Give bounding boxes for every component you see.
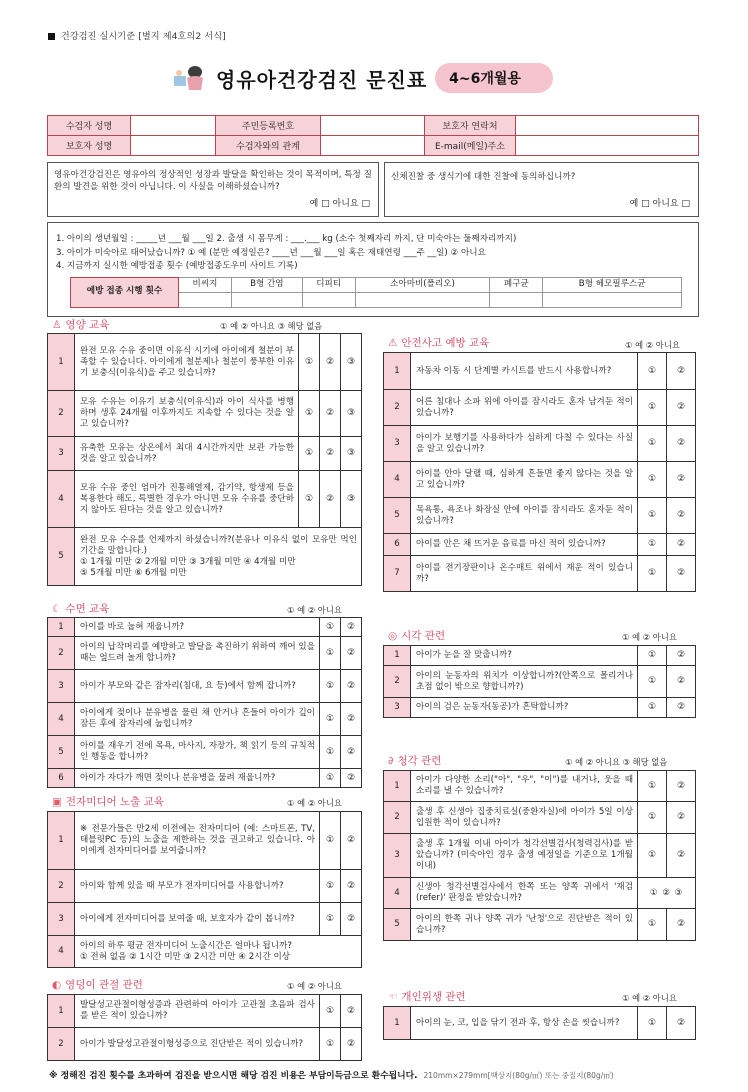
- vaccine-count[interactable]: [232, 292, 303, 307]
- question-number: 6: [384, 534, 411, 556]
- vaccine-dpt: 디피티: [302, 277, 355, 292]
- question-number: 3: [48, 437, 75, 471]
- vaccine-count[interactable]: [302, 292, 355, 307]
- table-row: [384, 1007, 696, 1040]
- choice[interactable]: ②: [341, 870, 362, 903]
- choice[interactable]: ②: [667, 771, 696, 802]
- relation-label: 수검자와의 관계: [216, 136, 321, 156]
- choice[interactable]: ①: [638, 353, 667, 390]
- question-text: 완전 모유 수유 중이면 이유식 시기에 아이에게 철분이 부족할 수 있습니다. 아이에게 철분제나 철분이 풍부한 이유기 보충식(이유식)을 주고 있습니까?: [75, 334, 299, 391]
- choice[interactable]: ③: [341, 471, 362, 528]
- vision-header: ◎ 시각 관련: [388, 630, 446, 642]
- question-text: 아이가 다양한 소리("아", "우", "이")를 내거나, 웃을 때 소리를 낼 수 있습니까?: [411, 771, 638, 802]
- option-line[interactable]: ⑤ 5개월 미만 ⑥ 6개월 미만: [80, 567, 187, 578]
- choice[interactable]: ①: [638, 834, 667, 878]
- choice[interactable]: ①: [638, 666, 667, 698]
- table-row: [384, 771, 696, 802]
- eye-icon: ◎: [388, 630, 398, 642]
- choice[interactable]: ②: [667, 498, 696, 534]
- choice[interactable]: ②: [667, 1007, 696, 1040]
- media-header: ▣ 전자미디어 노출 교육: [52, 796, 164, 808]
- question-text: 아이가 발달성고관절이형성증으로 진단받은 적이 있습니까?: [75, 1028, 320, 1061]
- table-row: [48, 736, 362, 769]
- moon-icon: ☾: [52, 603, 62, 615]
- vaccine-pneumococcal: 폐구균: [490, 277, 543, 292]
- choice[interactable]: ①: [320, 736, 341, 769]
- choice[interactable]: ①: [299, 391, 320, 437]
- question-text: 아이가 자다가 깨면 젖이나 분유병을 물려 재웁니까?: [75, 769, 320, 788]
- question-number: 5: [48, 528, 75, 586]
- question-text: 아이를 바로 눕혀 재웁니까?: [75, 618, 320, 637]
- choice[interactable]: ①: [649, 887, 659, 898]
- question-text: 모유 수유는 이유기 보충식(이유식)과 아이 식사를 병행하며 생후 24개월 이후까지도 지속할 수 있다는 것을 알고 있습니까?: [75, 391, 299, 437]
- question-text: 아이와 함께 있을 때 부모가 전자미디어를 사용합니까?: [75, 870, 320, 903]
- question-number: 1: [48, 618, 75, 637]
- table-row: [384, 426, 696, 462]
- question-number: 2: [48, 1028, 75, 1061]
- question-number: 2: [48, 870, 75, 903]
- vaccination-table: [70, 277, 682, 308]
- drop-icon: ◐: [52, 979, 62, 991]
- guardian-contact-label: 보호자 연락처: [425, 116, 516, 136]
- table-row: [384, 353, 696, 390]
- question-number: 1: [384, 771, 411, 802]
- choice[interactable]: ②: [341, 903, 362, 936]
- choice[interactable]: ②: [320, 437, 341, 471]
- birth-weight-line: 1. 아이의 생년월일 : _____년 ___월 ___일 2. 출생 시 몸무게 : ___.___ kg (소수 첫째자리 까지, 단 미숙아는 둘째자리까지): [56, 234, 517, 244]
- email-label: E-mail(메일)주소: [425, 136, 516, 156]
- question-text: 아이가 보행기를 사용하다가 심하게 다칠 수 있다는 사실을 알고 있습니까?: [411, 426, 638, 462]
- choice[interactable]: ③: [341, 437, 362, 471]
- question-text: 아이의 한쪽 귀나 양쪽 귀가 '난청'으로 진단받은 적이 있습니까?: [411, 909, 638, 941]
- question-number: 7: [384, 556, 411, 592]
- question-number: 5: [384, 498, 411, 534]
- vaccine-count[interactable]: [490, 292, 543, 307]
- premature-line: 3. 아이가 미숙아로 태어났습니까? ① 예 (분만 예정일은? ____년 ___월 ___일 혹은 재태연령 ___주 __일) ② 아니요: [56, 247, 486, 258]
- consent-right-checkbox[interactable]: 예 □ 아니요 □: [629, 199, 690, 209]
- question-number: 1: [48, 812, 75, 870]
- question-text: 아이가 부모와 같은 잠자리(침대, 요 등)에서 함께 잡니까?: [75, 670, 320, 703]
- question-number: 3: [48, 903, 75, 936]
- media-table: [47, 811, 362, 968]
- question-text: 유축한 모유는 상온에서 최대 4시간까지만 보관 가능한 것을 알고 있습니까?: [75, 437, 299, 471]
- question-number: 3: [384, 834, 411, 878]
- question-text: 아이의 눈, 코, 입을 닦기 전과 후, 항상 손을 씻습니까?: [411, 1007, 638, 1040]
- question-number: 4: [48, 471, 75, 528]
- media-legend: ① 예 ② 아니요: [287, 798, 342, 808]
- question-text: 모유 수유 중인 엄마가 진통해열제, 감기약, 항생제 등을 복용한다 해도, 특별한 경우가 아니면 모유 수유를 중단하지 않아도 된다는 것을 알고 있습니까?: [75, 471, 299, 528]
- title-bar: [170, 62, 553, 94]
- name-field[interactable]: [131, 116, 216, 136]
- choice[interactable]: ③: [341, 391, 362, 437]
- question-text: 자동차 이동 시 단계별 카시트를 반드시 사용합니까?: [411, 353, 638, 390]
- choice[interactable]: ②: [320, 334, 341, 391]
- question-text: 신생아 청각선별검사에서 한쪽 또는 양쪽 귀에서 '재검(refer)' 판정을 받았습니까?: [411, 878, 638, 909]
- question-text: 아이를 안아 달랠 때, 심하게 흔들면 좋지 않다는 것을 알고 있습니까?: [411, 462, 638, 498]
- choice[interactable]: ①: [320, 670, 341, 703]
- consent-left-checkbox[interactable]: 예 □ 아니요 □: [309, 199, 370, 209]
- table-row: [384, 498, 696, 534]
- age-badge: 4~6개월용: [435, 63, 553, 93]
- table-row: [384, 556, 696, 592]
- table-row: [48, 471, 362, 528]
- choice[interactable]: ②: [662, 887, 671, 898]
- table-row: [48, 528, 362, 586]
- question-number: 1: [48, 334, 75, 391]
- choice[interactable]: ③: [674, 887, 684, 898]
- choice[interactable]: ②: [667, 666, 696, 698]
- choice[interactable]: ②: [667, 534, 696, 556]
- table-row: [48, 870, 362, 903]
- table-row: [384, 698, 696, 718]
- footer-note: ※ 정해진 검진 횟수를 초과하여 검진을 받으시면 해당 검진 비용은 부담이득금으로 환수됩니다. 210mm×279mm[백상지(80g/㎡) 또는 중질지(80g/㎡): [49, 1071, 614, 1081]
- question-number: 3: [48, 670, 75, 703]
- sleep-table: [47, 617, 362, 788]
- choice[interactable]: ①: [320, 637, 341, 670]
- hygiene-table: [383, 1006, 696, 1040]
- choice[interactable]: ②: [667, 646, 696, 666]
- question-number: 3: [384, 698, 411, 718]
- choice[interactable]: ②: [667, 390, 696, 426]
- table-row: [48, 437, 362, 471]
- table-row: [48, 618, 362, 637]
- table-row: [48, 936, 362, 968]
- family-logo-icon: [170, 64, 210, 92]
- table-row: [48, 903, 362, 936]
- choice[interactable]: ①: [638, 462, 667, 498]
- question-number: 4: [384, 462, 411, 498]
- table-row: [48, 391, 362, 437]
- choice[interactable]: ②: [341, 637, 362, 670]
- choice[interactable]: ①: [320, 812, 341, 870]
- choice[interactable]: ①: [638, 1007, 667, 1040]
- nutrition-legend: ① 예 ② 아니요 ③ 해당 없음: [220, 321, 323, 331]
- hearing-legend: ① 예 ② 아니요 ③ 해당 없음: [565, 757, 668, 767]
- table-row: [384, 878, 696, 909]
- question-text: 아이의 눈동자의 위치가 이상합니까?(안쪽으로 몰리거나 초점 없이 밖으로 향합니까?): [411, 666, 638, 698]
- consent-right: [384, 162, 699, 217]
- choice[interactable]: ①: [638, 426, 667, 462]
- hip-table: [47, 994, 362, 1061]
- name-label: 수검자 성명: [48, 116, 131, 136]
- sleep-legend: ① 예 ② 아니요: [287, 605, 342, 615]
- table-row: [384, 462, 696, 498]
- option-line[interactable]: ① 전혀 없음 ② 1시간 미만 ③ 2시간 미만 ④ 2시간 이상: [80, 951, 291, 962]
- choice[interactable]: ①: [320, 903, 341, 936]
- vaccine-polio: 소아마비(폴리오): [355, 277, 490, 292]
- choice[interactable]: ②: [341, 703, 362, 736]
- choice[interactable]: ①: [299, 334, 320, 391]
- choice[interactable]: ②: [667, 353, 696, 390]
- question-number: 5: [48, 736, 75, 769]
- question-text: 완전 모유 수유를 언제까지 하셨습니까?(분유나 이유식 없이 모유만 먹인 기간을 말합니다.) ① 1개월 미만 ② 2개월 미만 ③ 3개월 미만 ④ 4개월 미만 ⑤ 5개월 미만 ⑥ 6개월 미만: [75, 528, 362, 586]
- consent-left: [47, 162, 379, 217]
- question-number: 1: [384, 646, 411, 666]
- question-number: 2: [384, 666, 411, 698]
- choice[interactable]: ②: [341, 1028, 362, 1061]
- choice[interactable]: ②: [667, 909, 696, 941]
- vision-table: [383, 645, 696, 718]
- choice[interactable]: ②: [667, 698, 696, 718]
- choice[interactable]: ②: [341, 769, 362, 788]
- relation-field[interactable]: [321, 136, 425, 156]
- consent-right-text: 신체진찰 중 생식기에 대한 진찰에 동의하십니까?: [391, 172, 576, 182]
- choice[interactable]: ②: [667, 556, 696, 592]
- question-number: 2: [384, 390, 411, 426]
- table-row: [384, 646, 696, 666]
- choice[interactable]: ②: [667, 834, 696, 878]
- hygiene-header: ☜ 개인위생 관련: [388, 991, 466, 1003]
- choice[interactable]: ①: [320, 995, 341, 1028]
- vaccination-line: 4. 지금까지 실시한 예방접종 횟수 (예방접종도우미 사이트 기록): [56, 261, 298, 271]
- choice[interactable]: ①: [320, 769, 341, 788]
- choice[interactable]: ②: [320, 391, 341, 437]
- guardian-contact-field[interactable]: [516, 116, 699, 136]
- question-text: ※ 전문가들은 만2세 이전에는 전자미디어 (예: 스마트폰, TV, 태블릿PC 등)의 노출을 제한하는 것을 권고하고 있습니다. 아이에게 전자미디어를 보여줍니까?: [75, 812, 320, 870]
- choice[interactable]: ①: [638, 534, 667, 556]
- question-text: 아이가 눈을 잘 맞춥니까?: [411, 646, 638, 666]
- choice[interactable]: ①: [320, 618, 341, 637]
- choice[interactable]: ②: [341, 736, 362, 769]
- person-icon: ♙: [52, 319, 62, 331]
- guardian-name-field[interactable]: [131, 136, 216, 156]
- table-row: [48, 703, 362, 736]
- question-number: 4: [48, 703, 75, 736]
- media-icon: ▣: [52, 796, 62, 808]
- question-text: 아이의 하루 평균 전자미디어 노출시간은 얼마나 됩니까? ① 전혀 없음 ② 1시간 미만 ③ 2시간 미만 ④ 2시간 이상: [75, 936, 362, 968]
- choice[interactable]: ②: [341, 618, 362, 637]
- choice[interactable]: ①: [320, 870, 341, 903]
- choice[interactable]: ①: [320, 703, 341, 736]
- choice[interactable]: ②: [320, 471, 341, 528]
- rrn-field[interactable]: [321, 116, 425, 136]
- option-line[interactable]: ① 1개월 미만 ② 2개월 미만 ③ 3개월 미만 ④ 4개월 미만: [80, 556, 296, 567]
- safety-legend: ① 예 ② 아니요: [625, 340, 680, 350]
- choice[interactable]: ①: [638, 909, 667, 941]
- choice[interactable]: ①: [638, 802, 667, 834]
- basic-info-box: [47, 222, 699, 317]
- table-row: [48, 995, 362, 1028]
- table-row: [384, 534, 696, 556]
- hip-legend: ① 예 ② 아니요: [287, 981, 342, 991]
- choice[interactable]: ①: [638, 498, 667, 534]
- question-number: 1: [384, 353, 411, 390]
- choice[interactable]: ①: [320, 1028, 341, 1061]
- question-number: 2: [384, 802, 411, 834]
- consent-left-text: 영유아건강검진은 영유아의 정상적인 성장과 발달을 확인하는 것이 목적이며, 특정 질환의 발견을 위한 것이 아닙니다. 이 사실을 이해하셨습니까?: [54, 170, 372, 192]
- question-number: 1: [48, 995, 75, 1028]
- vaccine-count[interactable]: [355, 292, 490, 307]
- safety-header: ⚠ 안전사고 예방 교육: [388, 337, 490, 349]
- question-number: 4: [384, 878, 411, 909]
- table-row: [384, 666, 696, 698]
- question-text: 출생 후 신생아 집중치료실(중환자실)에 아이가 5일 이상 입원한 적이 있습니까?: [411, 802, 638, 834]
- email-field[interactable]: [516, 136, 699, 156]
- question-number: 6: [48, 769, 75, 788]
- choice[interactable]: ①: [299, 471, 320, 528]
- question-text: 아이의 납작머리를 예방하고 발달을 촉진하기 위하여 깨어 있을 때는 엎드려 놀게 합니까?: [75, 637, 320, 670]
- question-text: 아이에게 전자미디어를 보여줄 때, 보호자가 같이 봅니까?: [75, 903, 320, 936]
- table-row: [384, 802, 696, 834]
- question-number: 5: [384, 909, 411, 941]
- question-text: 출생 후 1개월 이내 아이가 청각선별검사(청력검사)를 받았습니까? (미숙아인 경우 출생 예정일을 기준으로 1개월 이내): [411, 834, 638, 878]
- question-text: 아이를 안은 채 뜨거운 음료를 마신 적이 있습니까?: [411, 534, 638, 556]
- page-title: 영유아건강검진 문진표: [216, 67, 428, 92]
- choice[interactable]: ③: [341, 334, 362, 391]
- question-text: 아이의 검은 눈동자(동공)가 흔탁합니까?: [411, 698, 638, 718]
- choice[interactable]: ②: [341, 995, 362, 1028]
- safety-table: [383, 352, 696, 592]
- choice[interactable]: ②: [341, 670, 362, 703]
- safety-icon: ⚠: [388, 337, 398, 349]
- question-number: 2: [48, 391, 75, 437]
- choice[interactable]: ①: [638, 390, 667, 426]
- choice[interactable]: ①: [299, 437, 320, 471]
- choice[interactable]: ①: [638, 646, 667, 666]
- table-row: [384, 909, 696, 941]
- hand-icon: ☜: [388, 991, 398, 1003]
- vaccine-bcg: 비씨지: [179, 277, 232, 292]
- vaccination-label: 예방 접종 시행 횟수: [71, 277, 179, 307]
- question-text: 아이에게 젖이나 분유병을 물린 채 안거나 흔들어 아이가 깊이 잠든 후에 잠자리에 눕힙니까?: [75, 703, 320, 736]
- table-row: [48, 637, 362, 670]
- vaccine-hib: B형 헤모필루스균: [543, 277, 682, 292]
- question-text: 아이를 재우기 전에 목욕, 마사지, 자장가, 책 읽기 등의 규칙적인 행동을 합니까?: [75, 736, 320, 769]
- choice[interactable]: ①: [638, 771, 667, 802]
- form-reference: 건강검진 실시기준 [별지 제4호의2 서식]: [48, 29, 226, 42]
- hearing-table: [383, 770, 696, 941]
- question-text: 발달성고관절이형성증과 관련하여 아이가 고관절 초음파 검사를 받은 적이 있습니까?: [75, 995, 320, 1028]
- table-row: [48, 812, 362, 870]
- question-text: 목욕통, 욕조나 화장실 안에 아이를 잠시라도 혼자둔 적이 있습니까?: [411, 498, 638, 534]
- choice[interactable]: ②: [667, 462, 696, 498]
- vaccine-count[interactable]: [543, 292, 682, 307]
- hygiene-legend: ① 예 ② 아니요: [622, 993, 677, 1003]
- question-number: 3: [384, 426, 411, 462]
- table-row: [48, 334, 362, 391]
- info-table: [47, 115, 699, 156]
- table-row: [48, 769, 362, 788]
- guardian-name-label: 보호자 성명: [48, 136, 131, 156]
- question-number: 2: [48, 637, 75, 670]
- paper-spec: 210mm×279mm[백상지(80g/㎡) 또는 중질지(80g/㎡): [423, 1071, 614, 1080]
- hip-header: ◐ 영덩이 관절 관련: [52, 979, 143, 991]
- table-row: [384, 390, 696, 426]
- choice[interactable]: ②: [667, 426, 696, 462]
- ear-icon: ∂: [388, 755, 394, 767]
- question-text: 어른 침대나 소파 위에 아이를 잠시라도 혼자 남겨둔 적이 있습니까?: [411, 390, 638, 426]
- table-row: [48, 1028, 362, 1061]
- choice[interactable]: ②: [341, 812, 362, 870]
- question-number: 1: [384, 1007, 411, 1040]
- vision-legend: ① 예 ② 아니요: [622, 632, 677, 642]
- vaccine-hepb: B형 간염: [232, 277, 303, 292]
- sleep-header: ☾ 수면 교육: [52, 603, 110, 615]
- question-text: 아이를 전기장판이나 온수매트 위에서 재운 적이 있습니까?: [411, 556, 638, 592]
- hearing-header: ∂ 청각 관련: [388, 755, 442, 767]
- choice[interactable]: ②: [667, 802, 696, 834]
- choice[interactable]: ①: [638, 556, 667, 592]
- table-row: [48, 670, 362, 703]
- nutrition-table: [47, 333, 362, 586]
- question-number: 4: [48, 936, 75, 968]
- choice[interactable]: ①: [638, 698, 667, 718]
- vaccine-count[interactable]: [179, 292, 232, 307]
- table-row: [384, 834, 696, 878]
- rrn-label: 주민등록번호: [216, 116, 321, 136]
- nutrition-header: ♙ 영양 교육: [52, 319, 110, 331]
